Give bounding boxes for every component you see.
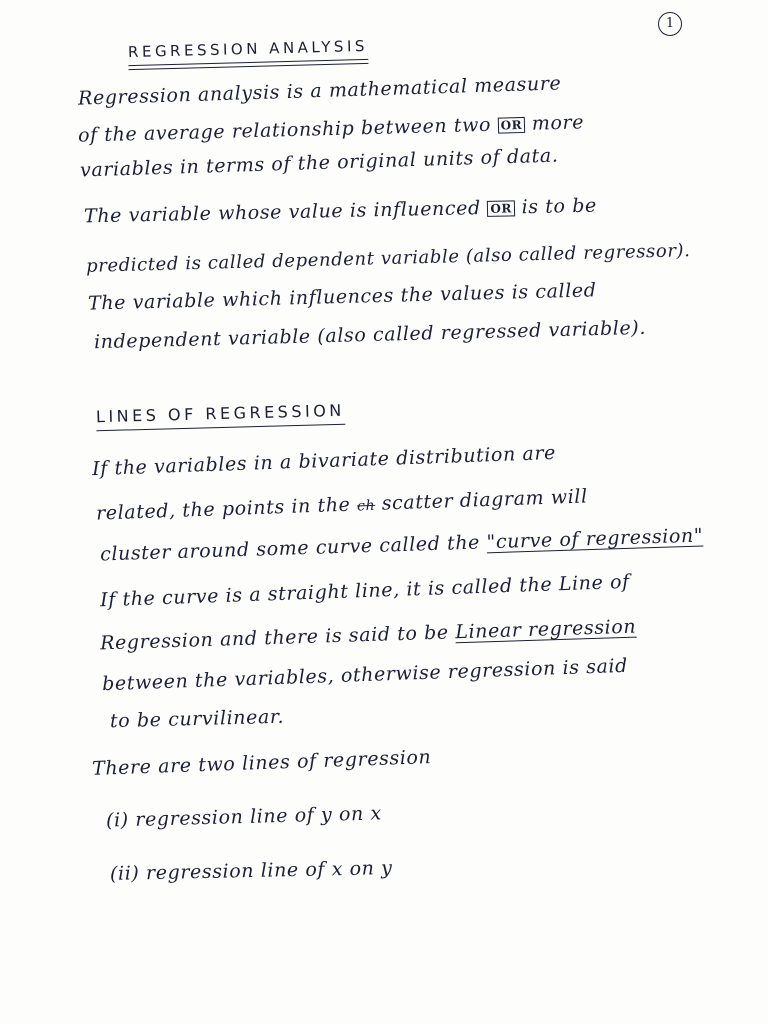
heading-text: REGRESSION ANALYSIS — [127, 36, 369, 62]
line-text: between the variables, otherwise regression is said — [101, 654, 629, 696]
line-text: The variable whose value is influenced — [83, 196, 488, 228]
paragraph-line — [88, 279, 597, 314]
line-text: cluster around some curve called the — [99, 531, 487, 566]
paragraph-line — [92, 746, 432, 780]
struck-word: ch — [356, 497, 376, 515]
line-text: If the curve is a straight line, it is called the Line of — [99, 570, 631, 612]
line-text: more — [524, 111, 585, 135]
paragraph-line — [102, 655, 628, 695]
paragraph-line — [92, 442, 557, 480]
paragraph-line — [110, 706, 285, 733]
paragraph-line — [78, 72, 562, 109]
paragraph-line — [100, 525, 704, 566]
line-text: variables in terms of the original units of data. — [79, 144, 559, 182]
line-text: If the variables in a bivariate distribution are — [91, 441, 557, 481]
paragraph-line — [100, 571, 630, 611]
paragraph-line — [84, 195, 597, 228]
list-item-text: (ii) regression line of x on y — [109, 857, 393, 885]
paragraph-line — [96, 485, 588, 524]
list-item-text: (i) regression line of y on x — [105, 802, 383, 832]
list-item — [106, 802, 382, 831]
boxed-or: OR — [497, 117, 525, 134]
line-text: scatter diagram will — [374, 485, 589, 515]
line-text: Regression analysis is a mathematical measure — [77, 72, 562, 110]
page-number: 1 — [658, 12, 682, 36]
list-item — [110, 857, 393, 885]
paragraph-line — [80, 144, 559, 181]
line-text: There are two lines of regression — [91, 746, 432, 780]
underlined-term: "curve of regression" — [486, 524, 704, 554]
boxed-or: OR — [487, 200, 515, 217]
line-text: independent variable (also called regressed variable). — [93, 316, 647, 354]
heading-text: LINES OF REGRESSION — [95, 400, 345, 427]
underlined-term: Linear regression — [454, 615, 637, 644]
paragraph-line — [100, 616, 637, 655]
paragraph-line — [86, 240, 691, 277]
line-text: related, the points in the — [95, 493, 358, 525]
line-text: The variable which influences the values is called — [87, 279, 597, 315]
heading-lines-of-regression — [96, 401, 345, 427]
line-text: Regression and there is said to be — [99, 621, 456, 655]
paragraph-line — [94, 317, 646, 353]
line-text: is to be — [514, 194, 598, 219]
line-text: of the average relationship between two — [77, 113, 498, 147]
line-text: to be curvilinear. — [109, 705, 285, 733]
heading-regression-analysis — [128, 37, 368, 61]
paragraph-line — [78, 111, 585, 146]
line-text: predicted is called dependent variable (also called regressor). — [85, 240, 691, 277]
